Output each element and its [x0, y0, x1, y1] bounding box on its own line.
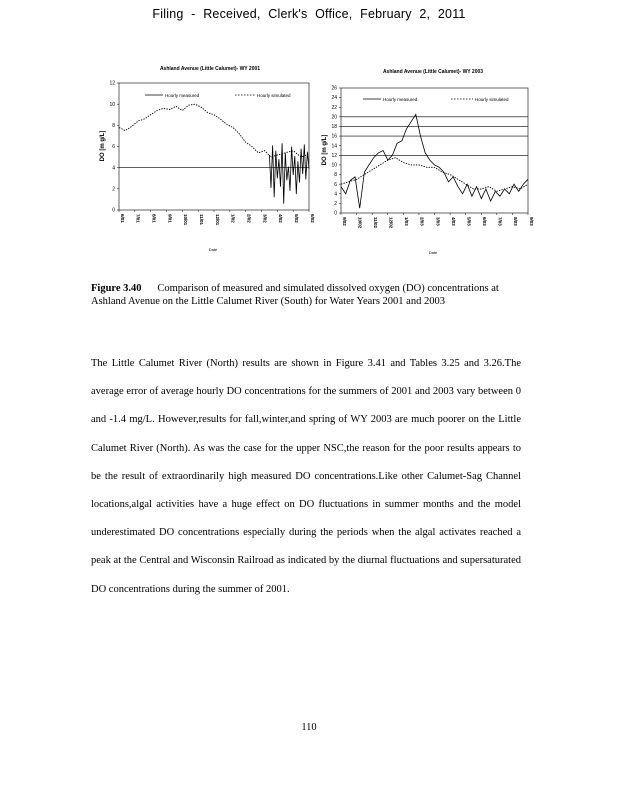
plot-frame [341, 88, 528, 213]
figure-caption-text: Comparison of measured and simulated dissolved oxygen (DO) concentrations at Ashland Avenue on the Little Calumet River (South) for Water Years 2001 and 2003 [91, 283, 499, 307]
x-tick-label: 11/02 [372, 217, 378, 229]
page-number: 110 [301, 722, 317, 733]
chart-wy2003-svg [323, 62, 533, 262]
series-measured-line [341, 114, 528, 208]
x-tick-label: 6/03 [482, 217, 488, 226]
y-tick-label: 22 [331, 104, 337, 111]
y-tick-label: 8 [112, 122, 115, 129]
y-tick-label: 8 [334, 172, 337, 179]
y-tick-label: 24 [331, 95, 337, 102]
legend-simulated-label: Hourly simulated [475, 97, 509, 102]
figure-label: Figure 3.40 [91, 283, 142, 294]
x-tick-label: 4/02 [278, 214, 284, 223]
x-axis-label: Date [428, 250, 438, 255]
x-tick-label: 2/03 [419, 217, 425, 226]
x-tick-label: 2/02 [246, 214, 252, 223]
y-axis-label: DO [m g/L] [322, 134, 328, 166]
x-axis-label: Date [208, 247, 218, 252]
x-tick-label: 5/03 [466, 217, 472, 226]
y-tick-label: 20 [331, 114, 337, 121]
series-simulated-line [119, 104, 309, 157]
y-tick-label: 14 [331, 143, 337, 150]
legend-measured-label: Hourly measured [383, 97, 418, 102]
series-measured-line [269, 143, 309, 203]
x-tick-label: 12/01 [214, 214, 220, 226]
chart-wy2001-svg [95, 62, 320, 262]
legend [145, 93, 291, 98]
y-tick-label: 10 [109, 101, 115, 108]
y-tick-label: 10 [331, 162, 337, 169]
x-tick-label: 7/01 [135, 214, 141, 223]
x-tick-label: 12/02 [388, 217, 394, 229]
series-simulated-line [341, 158, 528, 192]
figure-caption [91, 283, 521, 308]
body-paragraph: The Little Calumet River (North) results are shown in Figure 3.41 and Tables 3.25 and 3.26.The average error of average hourly DO concentrations for the summers of 2001 and 2003 vary between 0 and -1.4 mg/L. However,results for fall,winter,and spring of WY 2003 are much poorer on the Little Calumet River (North). As was the case for the upper NSC,the reason for the poor results appears to be the result of extraordinarily high measured DO concentrations.Like other Calumet-Sag Channel locations,algal activities have a huge effect on DO fluctuations in summer months and the model underestimated DO concentrations especially during the periods when the algal activates reached a peak at the Central and Wisconsin Railroad as indicated by the diurnal fluctuations and supersaturated DO concentrations during the summer of 2001. [91, 358, 521, 595]
x-tick-label: 4/03 [450, 217, 456, 226]
y-axis-label: DO [m g/L] [100, 130, 106, 162]
y-tick-label: 18 [331, 124, 337, 131]
x-tick-label: 8/03 [513, 217, 519, 226]
x-tick-label: 5/02 [293, 214, 299, 223]
filing-header: Filing - Received, Clerk's Office, February 2, 2011 [152, 7, 466, 21]
y-tick-label: 2 [334, 200, 337, 207]
x-tick-label: 6/01 [119, 214, 125, 223]
x-tick-label: 1/02 [230, 214, 236, 223]
y-tick-label: 4 [112, 165, 115, 172]
x-tick-label: 1/03 [404, 217, 410, 226]
plot-frame [119, 83, 309, 210]
chart-title: Ashland Avenue (Little Calumet)- WY 2003 [382, 69, 484, 75]
x-tick-label: 10/01 [183, 214, 189, 226]
x-tick-label: 6/02 [309, 214, 315, 223]
chart-title: Ashland Avenue (Little Calumet)- WY 2001 [159, 66, 261, 72]
y-tick-label: 6 [334, 181, 337, 188]
x-tick-label: 9/03 [528, 217, 534, 226]
y-tick-label: 2 [112, 186, 115, 193]
chart-wy2003 [323, 62, 533, 262]
x-tick-label: 9/02 [341, 217, 347, 226]
x-tick-label: 3/02 [262, 214, 268, 223]
x-tick-label: 10/02 [357, 217, 363, 229]
y-tick-label: 12 [331, 152, 337, 159]
y-tick-label: 26 [331, 85, 337, 92]
legend [363, 97, 509, 102]
x-tick-label: 3/03 [435, 217, 441, 226]
y-tick-label: 0 [334, 210, 337, 217]
x-tick-label: 9/01 [167, 214, 173, 223]
y-tick-label: 6 [112, 144, 115, 151]
legend-measured-label: Hourly measured [165, 93, 200, 98]
x-tick-label: 8/01 [151, 214, 157, 223]
y-tick-label: 0 [112, 207, 115, 214]
y-tick-label: 16 [331, 133, 337, 140]
legend-simulated-label: Hourly simulated [257, 93, 291, 98]
x-tick-label: 7/03 [497, 217, 503, 226]
x-tick-label: 11/01 [198, 214, 204, 226]
y-tick-label: 12 [109, 80, 115, 87]
y-tick-label: 4 [334, 191, 337, 198]
chart-wy2001 [95, 62, 320, 262]
